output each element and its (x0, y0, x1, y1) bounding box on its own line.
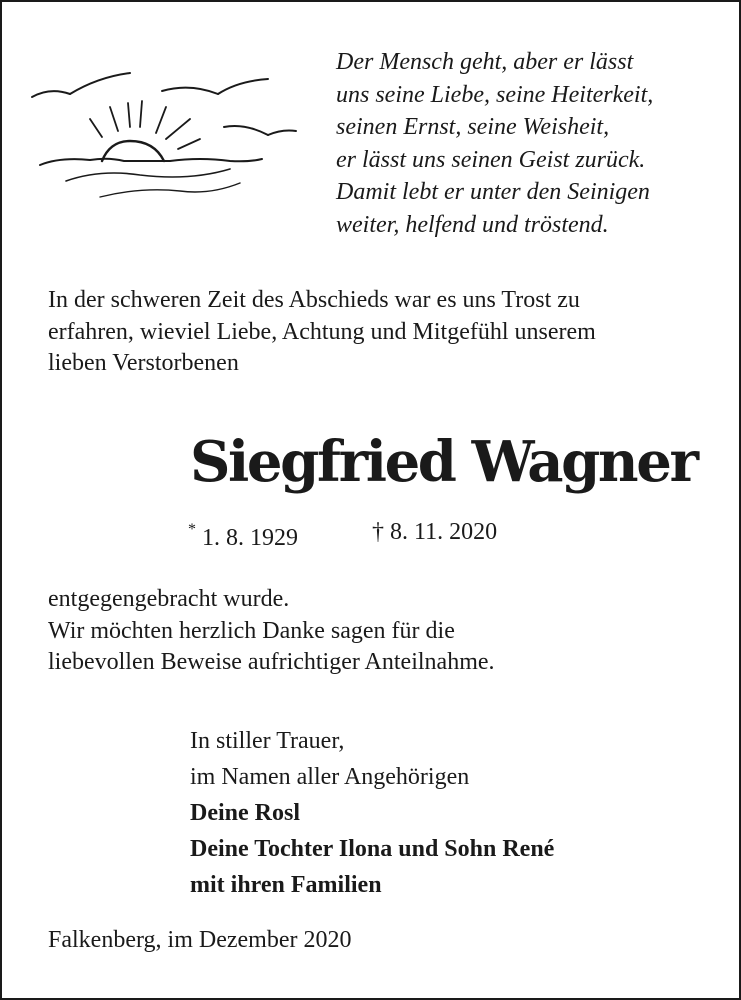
family-member: Deine Tochter Ilona und Sohn René (190, 836, 555, 862)
intro-line: lieben Verstorbenen (48, 350, 239, 376)
intro-line: erfahren, wieviel Liebe, Achtung und Mitgefühl unserem (48, 318, 596, 345)
poem-line: weiter, helfend und tröstend. (336, 211, 609, 238)
sunset-birds-icon (30, 57, 300, 207)
poem-line: uns seine Liebe, seine Heiterkeit, (336, 81, 654, 108)
poem-line: Der Mensch geht, aber er lässt (336, 49, 634, 75)
signoff-line: In stiller Trauer, (190, 728, 345, 754)
signoff (190, 723, 554, 903)
family-member: mit ihren Familien (190, 872, 382, 898)
intro-line: In der schweren Zeit des Abschieds war es uns Trost zu (48, 287, 580, 313)
intro-text (48, 285, 596, 380)
place-date: Falkenberg, im Dezember 2020 (48, 927, 352, 953)
thanks-line: Wir möchten herzlich Danke sagen für die (48, 617, 455, 644)
birth-date: 1. 8. 1929 (202, 525, 298, 551)
birth-symbol: * (188, 521, 196, 538)
poem-line: er lässt uns seinen Geist zurück. (336, 146, 646, 173)
death-symbol: † (372, 519, 384, 545)
thanks-line: liebevollen Beweise aufrichtiger Anteilnahme. (48, 649, 495, 675)
poem-quote (336, 46, 653, 242)
family-member: Deine Rosl (190, 800, 300, 826)
death-date-line (372, 516, 497, 548)
poem-line: seinen Ernst, seine Weisheit, (336, 114, 610, 141)
thanks-text (48, 584, 495, 679)
poem-line: Damit lebt er unter den Seinigen (336, 179, 650, 206)
deceased-name: Siegfried Wagner (190, 429, 697, 495)
death-date: 8. 11. 2020 (390, 519, 498, 545)
birth-date-line (188, 516, 298, 554)
signoff-line: im Namen aller Angehörigen (190, 764, 470, 790)
thanks-line: entgegengebracht wurde. (48, 586, 290, 612)
